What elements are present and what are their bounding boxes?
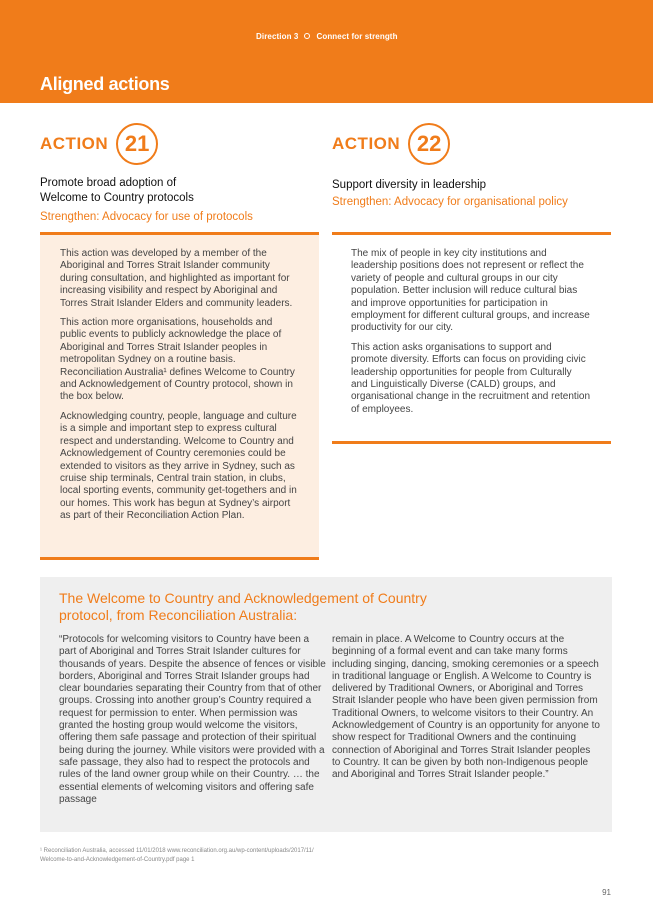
action-21-title: [40, 176, 310, 206]
protocol-text: “Protocols for welcoming visitors to Country have been a part of Aboriginal and Torres Strait Islander cultures for thousands of years. Despite the absence of fences or visible borders, Aboriginal and Torres Strait Islander groups had clear boundaries separating their Country from that of other groups. Crossing into another group’s Country required a request for permission to enter. When permission was granted the hosting group would welcome the visitors, offering them safe passage and protection of their spiritual being during the journey. While visitors were provided with a safe passage, they also had to respect the protocols and rules of the land owner group while on their Country. … the essential elements of welcoming visitors and offering safe passage: [59, 634, 326, 805]
body-paragraph: This action asks organisations to support and promote diversity. Efforts can focus on providing civic leadership opportunities for people from Culturally and Linguistically Diverse (CALD) groups, and organisational change in the recruitment and retention of employees.: [351, 341, 591, 415]
action-22-heading: [332, 123, 450, 165]
action-21-strengthen: Strengthen: Advocacy for use of protocols: [40, 211, 253, 223]
protocol-text: remain in place. A Welcome to Country occurs at the beginning of a formal event and can take many forms including singing, dancing, smoking ceremonies or a speech in traditional language or English. A Welcome to Country is delivered by Traditional Owners, or Aboriginal and Torres Strait Islander people who have been given permission from Traditional Owners, to welcome visitors to their Country. An Acknowledgement of Country is an opportunity for anyone to show respect for Traditional Owners and the continuing connection of Aboriginal and Torres Strait Islander peoples to Country. It can be given by both non-Indigenous people and Aboriginal and Torres Strait Islander people.”: [332, 634, 600, 781]
section-title: Connect for strength: [316, 32, 398, 41]
protocol-column-left: [59, 634, 327, 806]
separator-dot-icon: [304, 33, 310, 39]
action-number-badge: 22: [408, 123, 450, 165]
footnote: [40, 847, 350, 865]
protocol-title: The Welcome to Country and Acknowledgement of Country protocol, from Reconciliation Australia:: [59, 590, 427, 623]
page-number: 91: [602, 888, 611, 897]
footnote-line: ¹ Reconciliation Australia, accessed 11/01/2018 www.reconciliation.org.au/wp-content/uploads/2017/11/: [40, 848, 314, 854]
running-head: [256, 32, 398, 41]
body-paragraph: This action more organisations, households and public events to publicly acknowledge the place of Aboriginal and Torres Strait Islander peoples in metropolitan Sydney on a routine basis. Reconciliation Australia¹ defines Welcome to Country and Acknowledgement of Country protocol, shown in the box below.: [60, 317, 295, 403]
action-22-title: [332, 178, 612, 193]
action-number-badge: 21: [116, 123, 158, 165]
footnote-line: Welcome-to-and-Acknowledgement-of-Country.pdf page 1: [40, 857, 195, 863]
action-label: ACTION: [332, 134, 401, 153]
protocol-box: [40, 577, 612, 832]
page-title: Aligned actions: [40, 74, 170, 94]
action-22-strengthen: Strengthen: Advocacy for organisational policy: [332, 196, 568, 208]
action-label: ACTION: [40, 134, 109, 153]
action-21-panel: [40, 235, 319, 560]
header-band: [0, 0, 653, 103]
action-22-bottom-rule: [332, 441, 611, 444]
action-title-line: Promote broad adoption of: [40, 177, 177, 189]
protocol-column-right: [332, 634, 600, 782]
action-title-line: Support diversity in leadership: [332, 179, 487, 191]
body-paragraph: Acknowledging country, people, language and culture is a simple and important step to express cultural respect and understanding. Welcome to Country and Acknowledgement of Country ceremonies could be extended to visitors as they arrive in Sydney, such as cruise ship terminals, Central train station, in clubs, local sporting events, community get-togethers and in our homes. This work has begun at Sydney’s airport as part of their Reconciliation Action Plan.: [60, 410, 297, 522]
action-21-heading: [40, 123, 158, 165]
section-label: Direction 3: [256, 32, 299, 41]
action-22-panel: [332, 235, 611, 444]
action-title-line: Welcome to Country protocols: [40, 192, 194, 204]
body-paragraph: This action was developed by a member of the Aboriginal and Torres Strait Islander community during consultation, and highlighted as important for increasing visibility and respect by Aboriginal and Torres Strait Islander Elders and community leaders.: [60, 248, 293, 309]
body-paragraph: The mix of people in key city institutions and leadership positions does not represent or reflect the variety of people and cultural groups in our city population. Better inclusion will reduce cultural bias and improve opportunities for participation in employment for different cultural groups, and increase productivity for our city.: [351, 248, 590, 334]
